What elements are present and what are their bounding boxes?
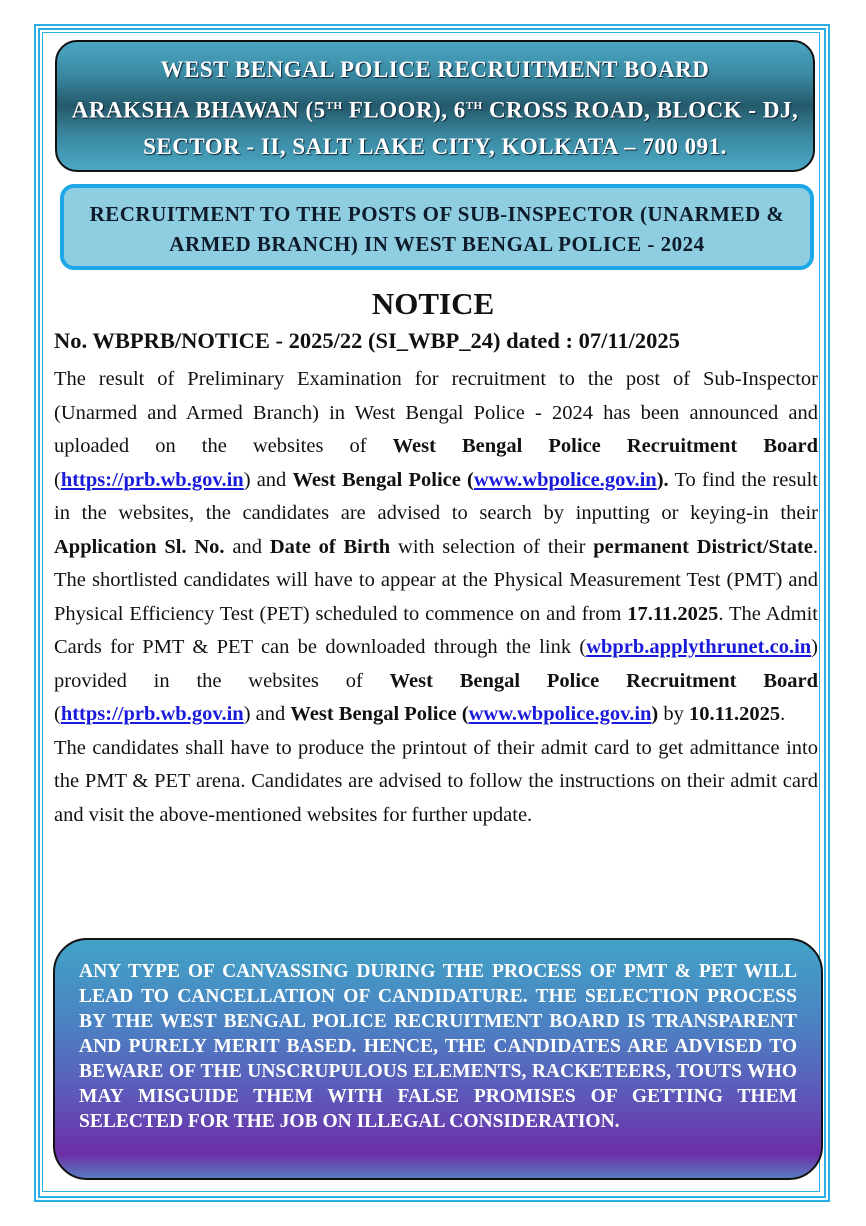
bold-text: ). xyxy=(656,468,669,491)
body-text: ( xyxy=(54,703,61,725)
bold-text: West Bengal Police ( xyxy=(292,468,474,491)
body-paragraph xyxy=(54,363,818,732)
notice-title: NOTICE xyxy=(371,286,495,321)
board-address-line1 xyxy=(57,88,813,129)
address-part: CROSS ROAD, BLOCK - DJ, xyxy=(482,97,799,123)
address-part: ARAKSHA BHAWAN (5 xyxy=(71,97,326,123)
subject-line: ARMED BRANCH) IN WEST BENGAL POLICE - 2024 xyxy=(169,232,705,256)
body-text: . The shortlisted candidates will have to appear at the Physical Measurement Test (PMT) and Physical Efficiency Test (PET) scheduled to commence on and from xyxy=(54,535,819,625)
website-link[interactable]: www.wbpolice.gov.in xyxy=(468,703,652,725)
notice-body xyxy=(54,363,818,832)
superscript: TH xyxy=(465,100,483,112)
body-text: The candidates shall have to produce the printout of their admit card to get admittance into the PMT & PET arena. Candidates are advised to follow the instructions on their admit card and visit the above-mentioned websites for further update. xyxy=(54,736,818,826)
bold-text: Application Sl. No. xyxy=(54,535,225,558)
website-link[interactable]: https://prb.wb.gov.in xyxy=(60,468,244,491)
body-text: . The Admit Cards for PMT & PET can be downloaded through the link ( xyxy=(54,602,819,658)
bold-text: 17.11.2025 xyxy=(627,602,719,625)
bold-text: West Bengal Police Recruitment Board xyxy=(389,669,818,692)
website-link[interactable]: www.wbpolice.gov.in xyxy=(473,468,657,491)
subject-line: RECRUITMENT TO THE POSTS OF SUB-INSPECTOR (UNARMED & xyxy=(89,202,785,226)
body-text: ) provided in the websites of xyxy=(54,636,818,692)
board-header xyxy=(55,40,815,172)
bold-text: West Bengal Police ( xyxy=(290,703,469,725)
body-text: The result of Preliminary Examination for recruitment to the post of Sub-Inspector (Unarmed and Armed Branch) in West Bengal Police - 2024 has been announced and uploaded on the websites of xyxy=(54,368,818,457)
bold-text: permanent District/State xyxy=(593,535,813,558)
board-address-line2: SECTOR - II, SALT LAKE CITY, KOLKATA – 700 091. xyxy=(143,133,727,159)
body-text: ( xyxy=(54,468,61,491)
bold-text: 10.11.2025 xyxy=(689,703,781,725)
superscript: TH xyxy=(325,100,343,112)
board-name: WEST BENGAL POLICE RECRUITMENT BOARD xyxy=(160,57,710,82)
recruitment-subject xyxy=(60,184,814,270)
bold-text: Date of Birth xyxy=(269,535,391,558)
body-paragraph xyxy=(54,732,818,833)
body-text: ) and xyxy=(243,703,291,725)
bold-text: West Bengal Police Recruitment Board xyxy=(392,435,818,457)
website-link[interactable]: wbprb.applythrunet.co.in xyxy=(586,636,812,658)
body-text: To find the result in the websites, the candidates are advised to search by inputting or keying-in their xyxy=(54,468,818,524)
body-text: and xyxy=(224,535,270,558)
address-part: FLOOR), 6 xyxy=(342,97,466,123)
body-text: by xyxy=(658,703,689,725)
body-text: with selection of their xyxy=(390,535,594,558)
bold-text: ) xyxy=(651,703,659,725)
warning-box: ANY TYPE OF CANVASSING DURING THE PROCESS OF PMT & PET WILL LEAD TO CANCELLATION OF CANDIDATURE. THE SELECTION PROCESS BY THE WEST BENGAL POLICE RECRUITMENT BOARD IS TRANSPARENT AND PURELY MERIT BASED. HENCE, THE CANDIDATES ARE ADVISED TO BEWARE OF THE UNSCRUPULOUS ELEMENTS, RACKETEERS, TOUTS WHO MAY MISGUIDE THEM WITH FALSE PROMISES OF GETTING THEM SELECTED FOR THE JOB ON ILLEGAL CONSIDERATION. xyxy=(53,938,823,1180)
notice-number: No. WBPRB/NOTICE - 2025/22 (SI_WBP_24) dated : 07/11/2025 xyxy=(54,328,680,353)
body-text: ) and xyxy=(243,468,293,491)
website-link[interactable]: https://prb.wb.gov.in xyxy=(60,703,244,725)
body-text: . xyxy=(780,703,786,725)
